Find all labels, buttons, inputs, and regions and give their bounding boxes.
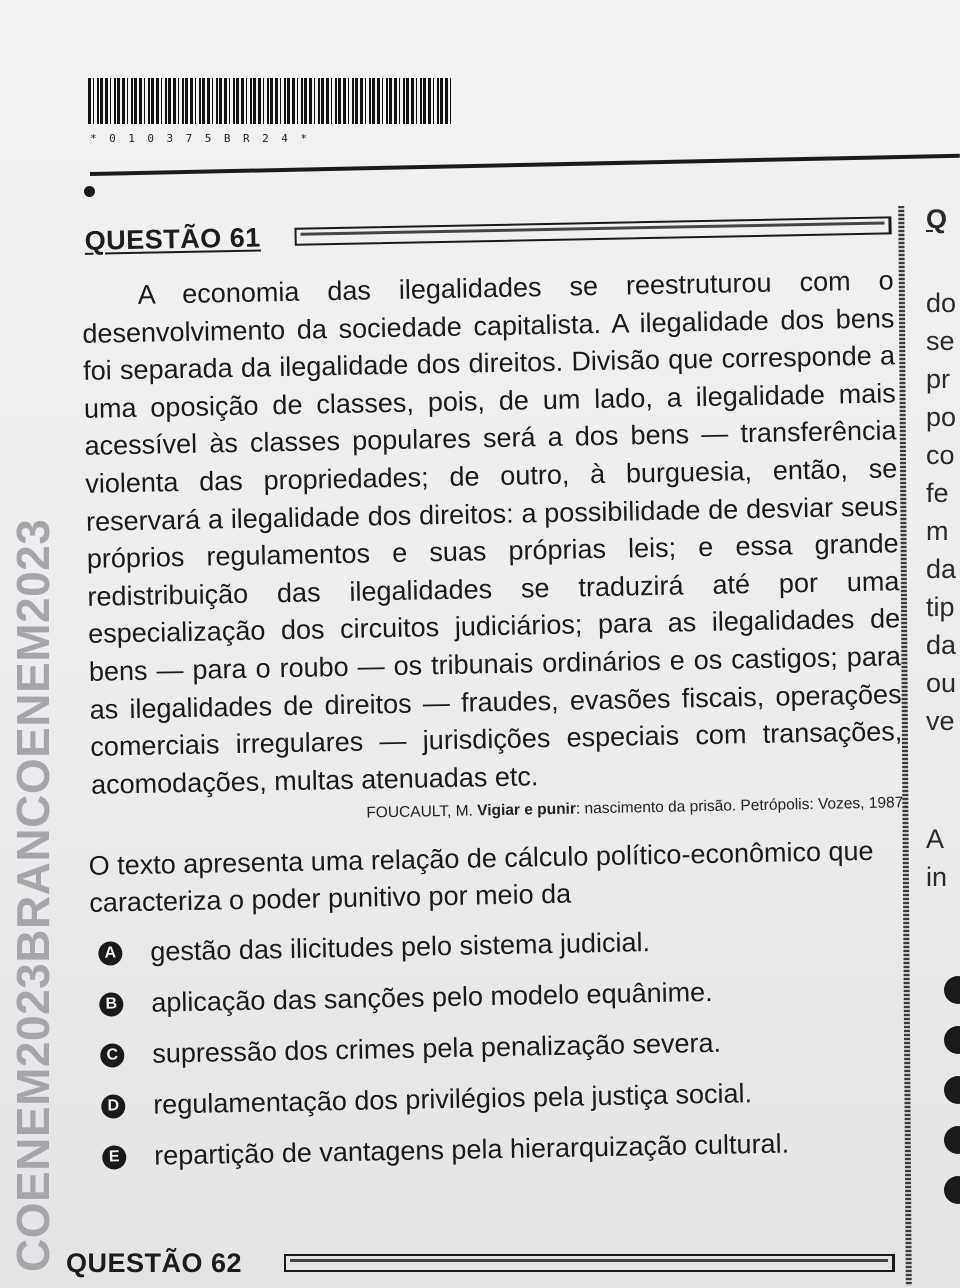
option-text: gestão das ilicitudes pelo sistema judicial. <box>150 927 651 968</box>
option-letter-icon: A <box>98 941 122 965</box>
option-letter-icon: C <box>100 1043 124 1067</box>
option-bullet-icon <box>944 1126 960 1154</box>
watermark: COENEM2023BRANCOENEM2023 <box>7 518 59 1272</box>
barcode <box>88 78 454 124</box>
text-fragment: po <box>926 402 957 432</box>
text-fragment: ou <box>926 668 957 698</box>
barcode-number: *010375BR24* <box>90 132 320 145</box>
next-question-title: QUESTÃO 62 <box>66 1248 243 1278</box>
question-62-header <box>66 1248 906 1288</box>
text-fragment: tip <box>926 592 955 622</box>
reference-work: Vigiar e punir <box>477 800 577 820</box>
top-rule <box>90 154 960 176</box>
source-text: A economia das ilegalidades se reestruturou com o desenvolvimento da sociedade capitalista. A ilegalidade dos bens foi separada da ilegalidade dos direitos. Divisão que corresponde a uma oposição de classes, pois, de um lado, a ilegalidade mais acessível às classes populares será a dos bens — transferência violenta das propriedades; de outro, à burguesia, então, se reservará a ilegalidade dos direitos: a possibilidade de desviar seus próprios regulamentos e suas próprias leis; e essa grande redistribuição das ilegalidades se traduzirá até por uma especialização dos circuitos judiciários; para as ilegalidades de bens — para o roubo — os tribunais ordinários e os castigos; para as ilegalidades de direitos — fraudes, evasões fiscais, operações comerciais irregulares — jurisdições especiais com transações, acomodações, multas atenuadas etc. <box>82 265 903 800</box>
option-bullet-icon <box>944 976 960 1004</box>
option-bullet-icon <box>944 1026 960 1054</box>
text-fragment: pr <box>926 364 951 394</box>
option-text: repartição de vantagens pela hierarquização cultural. <box>153 1128 790 1171</box>
option-text: regulamentação dos privilégios pela justiça social. <box>152 1078 753 1120</box>
header-bar <box>294 216 891 245</box>
question-title: QUESTÃO 61 <box>84 222 261 256</box>
text-fragment: A <box>926 824 945 854</box>
option-letter-icon: E <box>102 1145 126 1169</box>
text-fragment: m <box>926 516 949 546</box>
option-bullet-icon <box>944 1076 960 1104</box>
option-bullet-icon <box>944 1176 960 1204</box>
option-text: supressão dos crimes pela penalização severa. <box>152 1028 722 1070</box>
reference-author: FOUCAULT, M. <box>366 802 474 822</box>
question-61 <box>76 190 921 1183</box>
right-column-fragment <box>926 200 960 896</box>
option-letter-icon: D <box>101 1094 125 1118</box>
question-header <box>76 190 903 256</box>
option-text: aplicação das sanções pelo modelo equânime. <box>151 977 713 1019</box>
text-fragment: da <box>926 630 957 660</box>
text-fragment: se <box>926 326 955 356</box>
header-bar <box>284 1254 895 1272</box>
text-fragment: in <box>926 862 948 892</box>
text-fragment: ve <box>926 706 955 736</box>
rule-dot <box>84 186 95 197</box>
answer-options <box>90 912 921 1183</box>
option-letter-icon: B <box>99 992 123 1016</box>
text-fragment: fe <box>926 478 949 508</box>
right-column-header: Q <box>926 204 948 234</box>
reference-rest: : nascimento da prisão. Petrópolis: Vozes, 1987. <box>575 794 908 818</box>
question-stem: O texto apresenta uma relação de cálculo político-econômico que caracteriza o poder punitivo por meio da <box>88 836 874 919</box>
text-fragment: da <box>926 554 957 584</box>
text-fragment: co <box>926 440 955 470</box>
text-fragment: do <box>926 288 957 318</box>
